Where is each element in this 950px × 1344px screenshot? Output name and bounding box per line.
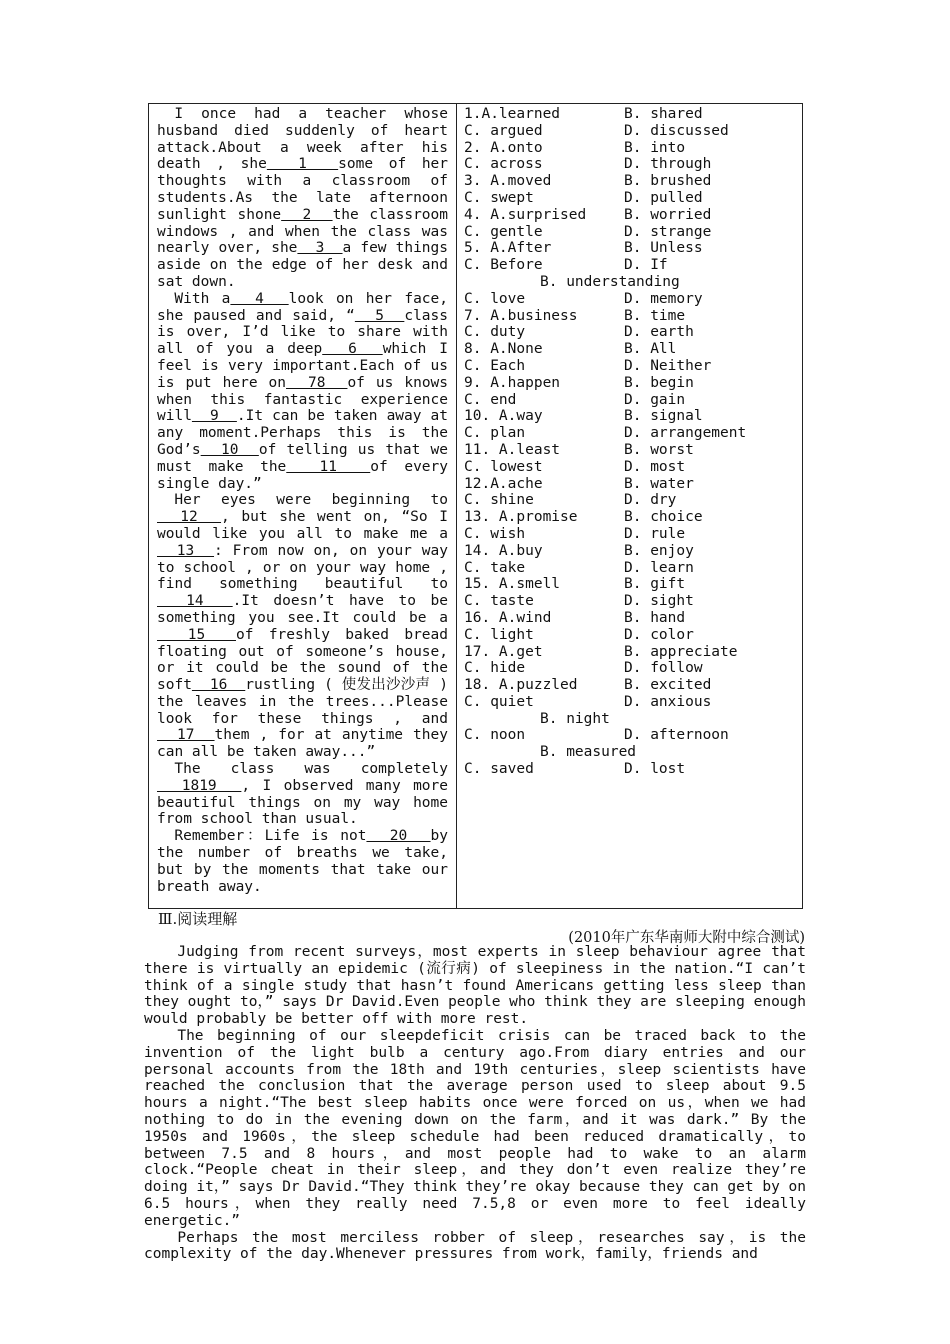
option-choice-left: C. quiet [464, 693, 534, 710]
option-row [464, 257, 799, 274]
option-row [464, 711, 799, 728]
passage-text: rustling ( 使发出沙沙声 ) the leaves in the trees...Please look for these things , and [157, 677, 448, 727]
passage-text: , I observed many more beautiful things on my way home from school than usual. [157, 777, 448, 828]
option-choice-right: D. arrangement [624, 425, 747, 442]
option-row [464, 173, 799, 190]
option-choice: B. measured [540, 744, 637, 761]
blank-2: 2 [281, 206, 333, 223]
option-choice-left: 12.A.ache [464, 475, 543, 492]
option-row [464, 291, 799, 308]
option-row [464, 576, 799, 593]
option-choice-right: D. strange [624, 223, 712, 240]
passage-text: some of her thoughts with a classroom of students.As the late afternoon sunlight shone [157, 156, 449, 223]
reading-paragraph-3: Perhaps the most merciless robber of sleep，researches say，is the complexity of the day.Whenever pressures from work，family，friends and [144, 1229, 806, 1263]
option-choice-left: C. take [464, 559, 526, 576]
option-choice-left: C. Each [464, 357, 526, 374]
option-choice-left: 17. A.get [464, 643, 543, 660]
blank-6: 6 [322, 341, 383, 358]
option-choice-right: B. gift [624, 576, 686, 593]
option-row [464, 492, 799, 509]
blank-9: 9 [191, 408, 237, 425]
blank-12: 12 [157, 509, 222, 526]
option-choice-left: 13. A.promise [464, 509, 578, 526]
option-choice: B. night [540, 710, 610, 727]
blank-20: 20 [366, 828, 431, 845]
blank-14: 14 [157, 593, 233, 610]
passage-text: class is over, I’d like to share with all of you a deep [157, 307, 448, 358]
option-row [464, 425, 799, 442]
option-choice-left: C. gentle [464, 223, 543, 240]
blank-1819: 1819 [157, 777, 242, 794]
option-row [464, 543, 799, 560]
option-choice-right: D. through [624, 156, 712, 173]
option-row [464, 627, 799, 644]
option-choice-right: B. choice [624, 509, 703, 526]
option-choice-left: 18. A.puzzled [464, 677, 578, 694]
source-citation: (2010年广东华南师大附中综合测试) [568, 930, 805, 946]
option-choice-left: 7. A.business [464, 307, 578, 324]
option-choice-left: C. wish [464, 525, 526, 542]
option-row [464, 123, 799, 140]
passage-text: The class was completely [174, 761, 448, 778]
option-choice-left: C. plan [464, 425, 526, 442]
option-row [464, 459, 799, 476]
option-choice: B. understanding [540, 273, 680, 290]
option-choice-left: C. taste [464, 593, 534, 610]
passage-text: .It doesn’t have to be something you see.It could be a [157, 593, 448, 626]
option-choice-right: D. lost [624, 761, 686, 778]
reading-paragraph-2: The beginning of our sleepdeficit crisis can be traced back to the invention of the light bulb a century ago.From diary entries and our personal accounts from the 18th and 19th centuries，sleep scientists have reached the conclusion that the average person used to sleep about 9.5 hours a night.“The best sleep habits once were forced on us，when we had nothing to do in the evening down on the farm，and it was dark.” By the 1950s and 1960s，the sleep schedule had been reduced dramatically，to between 7.5 and 8 hours，and most people had to wake to an alarm clock.“People cheat in their sleep，and they don’t even realize they’re doing it，” says Dr David.“They think they’re okay because they can get by on 6.5 hours，when they really need 7.5,8 or even more to feel ideally energetic.” [144, 1027, 806, 1229]
option-choice-right: D. If [624, 257, 668, 274]
option-choice-left: C. swept [464, 189, 534, 206]
blank-1: 1 [266, 156, 339, 173]
option-row [464, 560, 799, 577]
blank-4: 4 [230, 290, 289, 307]
option-row [464, 358, 799, 375]
option-row [464, 677, 799, 694]
option-choice-left: 8. A.None [464, 341, 543, 358]
option-choice-left: C. noon [464, 727, 526, 744]
option-choice-right: B. into [624, 139, 686, 156]
option-row [464, 392, 799, 409]
option-row [464, 140, 799, 157]
option-row [464, 694, 799, 711]
option-choice-right: D. follow [624, 660, 703, 677]
passage-text: of freshly baked bread floating out of someone’s house, or it could be the sound of the soft [157, 626, 448, 694]
option-choice-right: D. Neither [624, 357, 712, 374]
option-choice-right: B. water [624, 475, 694, 492]
option-choice-right: D. earth [624, 324, 694, 341]
blank-10: 10 [200, 441, 259, 458]
option-row [464, 442, 799, 459]
option-choice-left: C. lowest [464, 458, 543, 475]
cloze-paragraph-3 [157, 492, 448, 761]
option-choice-right: B. worried [624, 206, 712, 223]
option-choice-right: D. memory [624, 290, 703, 307]
blank-11: 11 [286, 458, 371, 475]
option-choice-right: B. enjoy [624, 542, 694, 559]
option-choice-right: B. shared [624, 106, 703, 122]
option-choice-left: C. duty [464, 324, 526, 341]
passage-text: the classroom windows , and when the class was nearly over, she [157, 206, 448, 257]
option-choice-left: 16. A.wind [464, 609, 552, 626]
option-choice-left: 1.A.learned [464, 106, 561, 122]
option-choice-left: 3. A.moved [464, 173, 552, 190]
passage-text: of us knows when this fantastic experience will [157, 374, 449, 425]
cloze-table [148, 103, 803, 909]
option-choice-right: D. learn [624, 559, 694, 576]
option-row [464, 727, 799, 744]
option-row [464, 644, 799, 661]
option-choice-right: B. Unless [624, 240, 703, 257]
option-row [464, 274, 799, 291]
passage-text: With a [174, 290, 231, 307]
option-row [464, 324, 799, 341]
option-choice-left: C. across [464, 156, 543, 173]
option-choice-left: C. hide [464, 660, 526, 677]
option-choice-right: B. worst [624, 441, 694, 458]
option-row [464, 526, 799, 543]
option-choice-left: C. argued [464, 122, 543, 139]
option-choice-right: B. time [624, 307, 686, 324]
option-choice-left: 4. A.surprised [464, 206, 587, 223]
option-row [464, 509, 799, 526]
option-row [464, 660, 799, 677]
column-divider [456, 104, 457, 908]
option-row [464, 207, 799, 224]
passage-text: , but she went on, “So I would like you all to make me a [157, 509, 449, 542]
cloze-paragraph-5 [157, 828, 448, 895]
option-row [464, 106, 799, 123]
option-row [464, 240, 799, 257]
option-row [464, 341, 799, 358]
cloze-paragraph-4 [157, 761, 448, 828]
option-choice-right: D. color [624, 626, 694, 643]
option-choice-right: D. anxious [624, 693, 712, 710]
cloze-paragraph-1 [157, 106, 448, 291]
option-choice-right: B. begin [624, 374, 694, 391]
option-row [464, 761, 799, 778]
option-choice-right: B. appreciate [624, 643, 738, 660]
option-choice-right: D. most [624, 458, 686, 475]
blank-15: 15 [157, 626, 236, 643]
passage-text: by the number of breaths we take, but by the moments that take our breath away. [157, 828, 448, 895]
option-choice-left: 10. A.way [464, 408, 543, 425]
option-choice-left: 9. A.happen [464, 374, 561, 391]
blank-16: 16 [191, 677, 246, 694]
passage-text: look on her face, she paused and said, “ [157, 290, 448, 324]
option-choice-left: 2. A.onto [464, 139, 543, 156]
passage-text: Remember：Life is not [174, 828, 367, 845]
options-column [464, 106, 799, 778]
option-choice-left: C. saved [464, 761, 534, 778]
option-choice-left: C. Before [464, 257, 543, 274]
option-choice-right: D. pulled [624, 189, 703, 206]
option-choice-right: B. signal [624, 408, 703, 425]
option-row [464, 156, 799, 173]
section-heading: Ⅲ.阅读理解 [158, 910, 238, 928]
blank-78: 78 [286, 374, 348, 391]
option-row [464, 744, 799, 761]
blank-5: 5 [354, 307, 405, 324]
option-choice-right: D. discussed [624, 122, 729, 139]
option-row [464, 476, 799, 493]
option-choice-left: C. end [464, 391, 517, 408]
option-choice-right: D. gain [624, 391, 686, 408]
option-row [464, 375, 799, 392]
option-choice-right: D. rule [624, 525, 686, 542]
option-choice-left: C. love [464, 290, 526, 307]
passage-text: : From now on, on your way to school , or on your way home , find something beautiful to [157, 542, 448, 593]
cloze-passage [157, 106, 448, 895]
option-row [464, 408, 799, 425]
option-choice-right: B. hand [624, 609, 686, 626]
blank-17: 17 [157, 727, 215, 744]
option-row [464, 593, 799, 610]
option-choice-right: B. excited [624, 677, 712, 694]
option-choice-left: 11. A.least [464, 441, 561, 458]
option-row [464, 190, 799, 207]
reading-paragraph-1: Judging from recent surveys，most experts in sleep behaviour agree that there is virtually an epidemic (流行病) of sleepiness in the nation.“I can’t think of a single study that hasn’t found Americans getting less sleep than they ought to，” says Dr David.Even people who think they are sleeping enough would probably be better off with more rest. [144, 944, 806, 1028]
blank-13: 13 [157, 542, 215, 559]
option-choice-left: C. shine [464, 492, 534, 509]
passage-text: .It can be taken away at any moment.Perhaps this is the God’s [157, 408, 449, 458]
option-choice-right: B. brushed [624, 173, 712, 190]
option-row [464, 610, 799, 627]
passage-text: a few things aside on the edge of her desk and sat down. [157, 240, 448, 290]
option-choice-left: 5. A.After [464, 240, 552, 257]
reading-passage [144, 944, 806, 1263]
option-choice-right: D. sight [624, 593, 694, 610]
option-row [464, 224, 799, 241]
passage-text: which I feel is very important.Each of us is put here on [157, 341, 448, 391]
passage-text: of telling us that we must make the [157, 441, 448, 475]
option-row [464, 308, 799, 325]
option-choice-left: 15. A.smell [464, 576, 561, 593]
option-choice-left: C. light [464, 626, 534, 643]
option-choice-left: 14. A.buy [464, 542, 543, 559]
option-choice-right: D. dry [624, 492, 677, 509]
passage-text: I once had a teacher whose husband died suddenly of heart attack.About a week after his death , she [157, 106, 448, 173]
option-choice-right: B. All [624, 341, 677, 358]
passage-text: of every single day.” [157, 458, 448, 492]
blank-3: 3 [297, 240, 343, 257]
passage-text: them , for at anytime they can all be taken away...” [157, 727, 448, 761]
passage-text: Her eyes were beginning to [174, 492, 448, 509]
option-choice-right: D. afternoon [624, 727, 729, 744]
cloze-paragraph-2 [157, 291, 448, 493]
